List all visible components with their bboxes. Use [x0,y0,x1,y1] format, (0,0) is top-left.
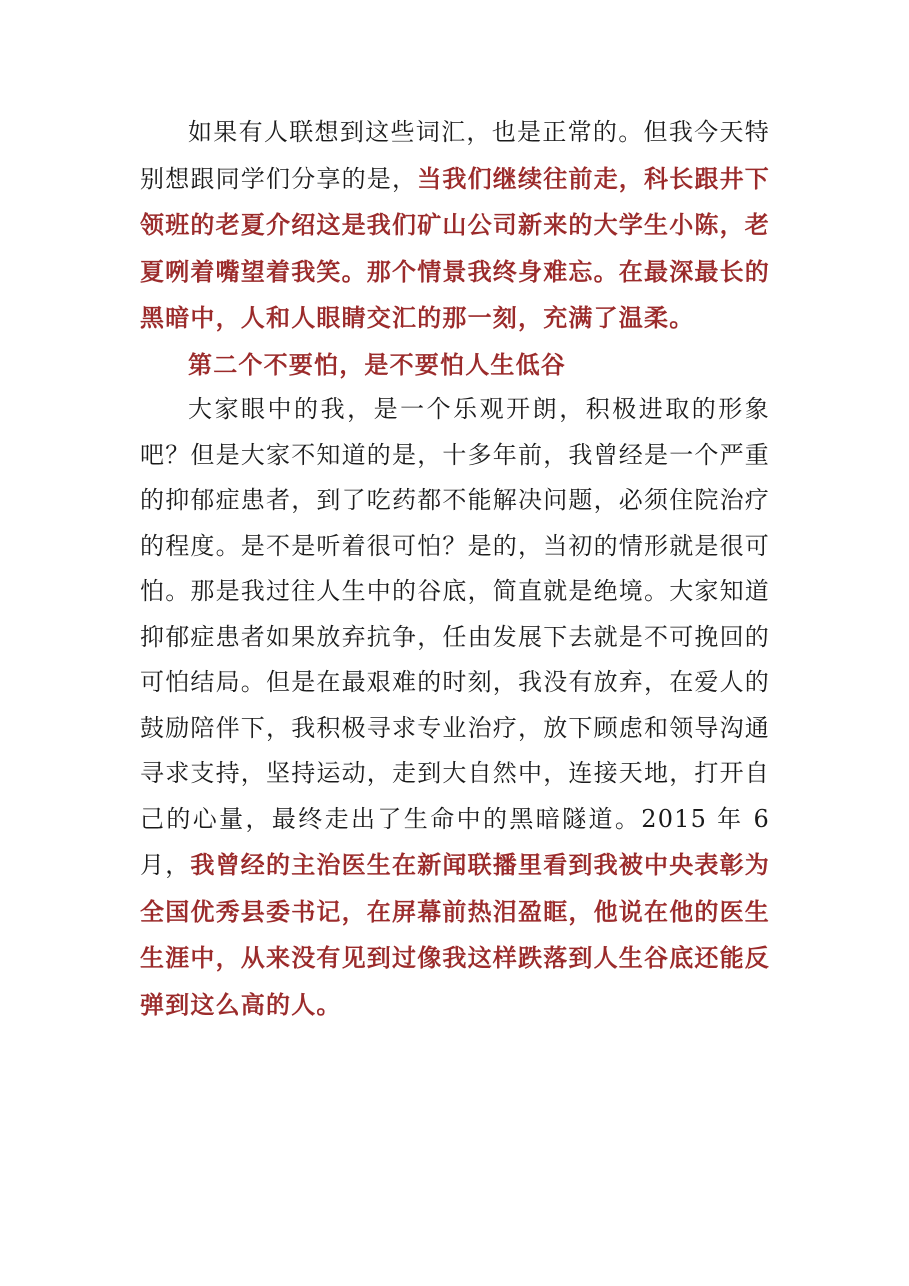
paragraph-1 [140,110,770,342]
paragraph-1-text: 如果有人联想到这些词汇，也是正常的。但我今天特别想跟同学们分享的是， [140,118,770,193]
paragraph-3 [140,387,770,1028]
paragraph-3-highlight: 我曾经的主治医生在新闻联播里看到我被中央表彰为全国优秀县委书记，在屏幕前热泪盈眶，他说在他的医生生涯中，从来没有见到过像我这样跌落到人生谷底还能反弹到这么高的人。 [140,850,771,1019]
document-body [140,110,770,1028]
section-heading: 第二个不要怕，是不要怕人生低谷 [188,349,566,379]
paragraph-3-text: 大家眼中的我，是一个乐观开朗，积极进取的形象吧？但是大家不知道的是，十多年前，我曾经是一个严重的抑郁症患者，到了吃药都不能解决问题，必须住院治疗的程度。是不是听着很可怕？是的，当初的情形就是很可怕。那是我过往人生中的谷底，简直就是绝境。大家知道抑郁症患者如果放弃抗争，任由发展下去就是不可挽回的可怕结局。但是在最艰难的时刻，我没有放弃，在爱人的鼓励陪伴下，我积极寻求专业治疗，放下顾虑和领导沟通寻求支持，坚持运动，走到大自然中，连接天地，打开自己的心量，最终走出了生命中的黑暗隧道。2015 年 6 月， [140,395,770,879]
paragraph-1-highlight: 当我们继续往前走，科长跟井下领班的老夏介绍这是我们矿山公司新来的大学生小陈，老夏咧着嘴望着我笑。那个情景我终身难忘。在最深最长的黑暗中，人和人眼睛交汇的那一刻，充满了温柔。 [140,163,771,332]
